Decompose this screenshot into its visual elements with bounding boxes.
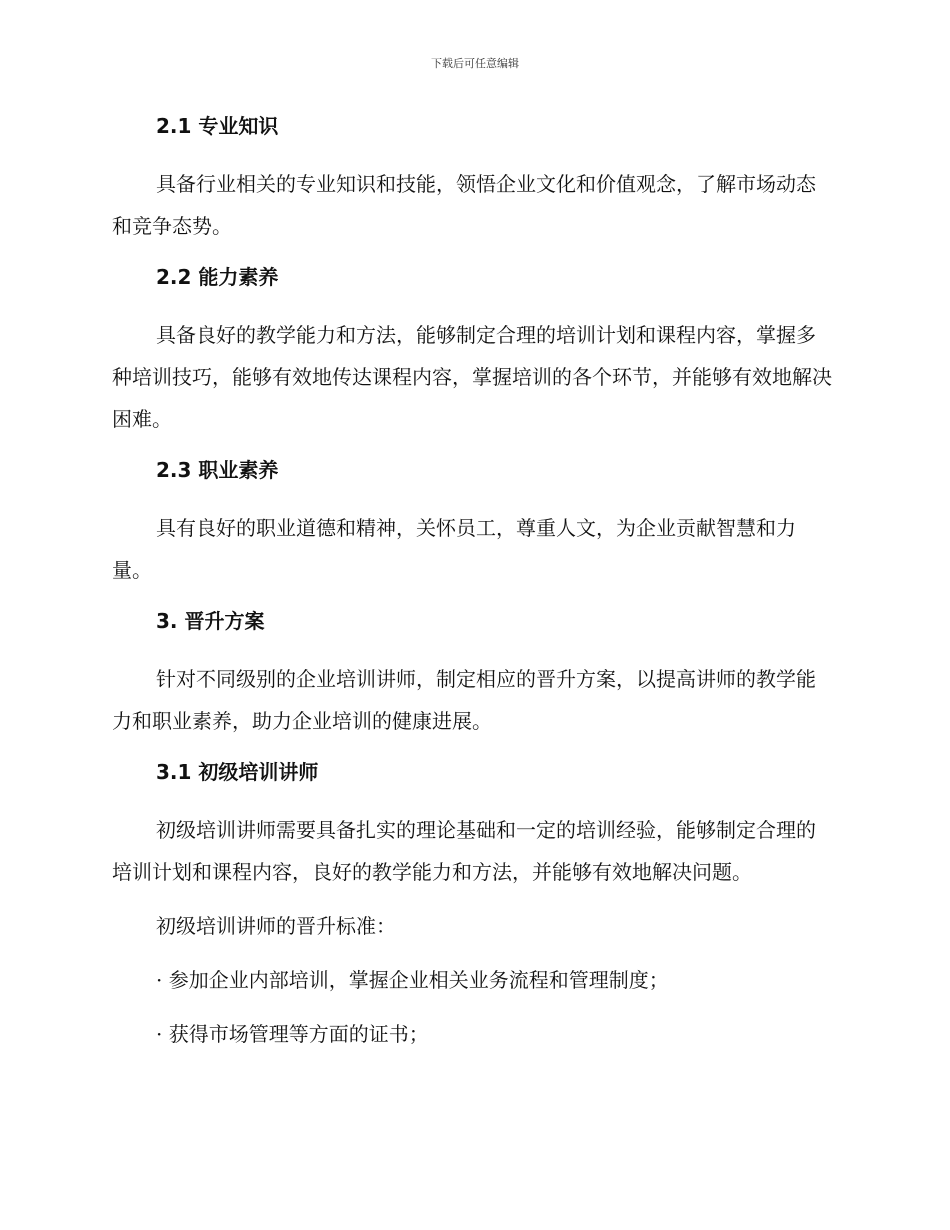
section-paragraph-2-3: 具有良好的职业道德和精神，关怀员工，尊重人文，为企业贡献智慧和力量。 [112, 516, 796, 582]
section-heading-2-1: 2.1 专业知识 [156, 114, 279, 138]
document-body [112, 108, 832, 1055]
section-paragraph-3-1: 初级培训讲师需要具备扎实的理论基础和一定的培训经验，能够制定合理的培训计划和课程内容，良好的教学能力和方法，并能够有效地解决问题。 [112, 818, 816, 884]
standards-intro: 初级培训讲师的晋升标准： [156, 914, 396, 938]
section-heading-2-2: 2.2 能力素养 [156, 265, 279, 289]
section-heading-3: 3. 晋升方案 [156, 609, 265, 633]
section-paragraph-2-1: 具备行业相关的专业知识和技能，领悟企业文化和价值观念，了解市场动态和竞争态势。 [112, 172, 816, 238]
standards-item: · 获得市场管理等方面的证书； [156, 1022, 429, 1046]
section-paragraph-2-2: 具备良好的教学能力和方法，能够制定合理的培训计划和课程内容，掌握多种培训技巧，能够有效地传达课程内容，掌握培训的各个环节，并能够有效地解决困难。 [112, 323, 832, 431]
section-paragraph-3: 针对不同级别的企业培训讲师，制定相应的晋升方案，以提高讲师的教学能力和职业素养，助力企业培训的健康进展。 [112, 667, 816, 733]
page-header-note: 下载后可任意编辑 [431, 57, 519, 70]
section-heading-3-1: 3.1 初级培训讲师 [156, 760, 319, 784]
section-heading-2-3: 2.3 职业素养 [156, 458, 279, 482]
standards-item: · 参加企业内部培训，掌握企业相关业务流程和管理制度； [156, 968, 669, 992]
